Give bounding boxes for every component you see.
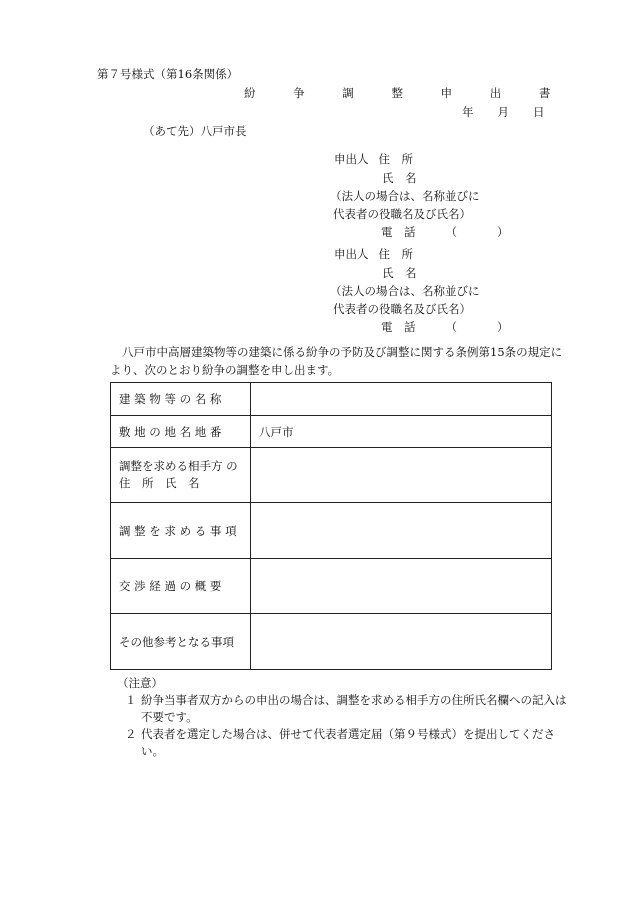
application-form-table	[110, 382, 552, 670]
row-label-negotiation: 交 渉 経 過 の 概 要	[111, 559, 251, 614]
table-row	[111, 503, 552, 559]
table-row	[111, 448, 552, 503]
note-text: 紛争当事者双方からの申出の場合は、調整を求める相手方の住所氏名欄への記入は不要です。	[141, 693, 567, 724]
document-title: 紛 争 調 整 申 出 書	[244, 86, 568, 100]
table-row	[111, 416, 552, 448]
note-text: 代表者を選定した場合は、併せて代表者選定届（第９号様式）を提出してください。	[141, 727, 555, 758]
row-value-counterparty[interactable]	[251, 448, 552, 503]
addressee: （あて先）八戸市長	[143, 124, 247, 138]
table-row	[111, 559, 552, 614]
notes-heading: （注意）	[117, 676, 163, 690]
corporate-note-2: 代表者の役職名及び氏名）	[333, 207, 471, 221]
row-value-site-address[interactable]: 八戸市	[251, 416, 552, 448]
applicant-address-line	[334, 247, 413, 261]
date-year-label: 年	[462, 105, 474, 119]
table-row	[111, 614, 552, 670]
phone-label: 電 話	[381, 225, 416, 239]
row-label-site-address: 敷 地 の 地 名 地 番	[111, 416, 251, 448]
date-line	[462, 105, 569, 119]
corporate-note-2: 代表者の役職名及び氏名）	[333, 302, 471, 316]
phone-line	[381, 320, 509, 334]
name-label: 氏 名	[382, 266, 417, 280]
applicant-label: 申出人	[334, 152, 369, 166]
date-month-label: 月	[497, 105, 509, 119]
phone-paren-close: ）	[497, 225, 509, 239]
row-value-negotiation[interactable]	[251, 559, 552, 614]
row-value-other[interactable]	[251, 614, 552, 670]
row-label-building-name: 建 築 物 等 の 名 称	[111, 383, 251, 416]
phone-label: 電 話	[381, 320, 416, 334]
applicant-address-line	[334, 152, 413, 166]
note-item	[117, 692, 577, 726]
table-row	[111, 383, 552, 416]
date-day-label: 日	[533, 105, 545, 119]
phone-paren-open: （	[445, 225, 457, 239]
note-number: ２	[125, 727, 137, 741]
note-number: １	[125, 693, 137, 707]
corporate-note-1: （法人の場合は、名称並びに	[330, 284, 480, 298]
notes-section	[117, 675, 577, 760]
address-label: 住 所	[378, 247, 413, 261]
row-label-other: その他参考となる事項	[111, 614, 251, 670]
name-label: 氏 名	[382, 171, 417, 185]
application-statement: 八戸市中高層建築物等の建築に係る紛争の予防及び調整に関する条例第15条の規定により、次のとおり紛争の調整を申し出ます。	[110, 345, 563, 377]
applicant-label: 申出人	[334, 247, 369, 261]
row-value-building-name[interactable]	[251, 383, 552, 416]
phone-paren-open: （	[445, 320, 457, 334]
row-label-matters: 調 整 を 求 め る 事 項	[111, 503, 251, 559]
corporate-note-1: （法人の場合は、名称並びに	[330, 189, 480, 203]
form-number: 第７号様式（第16条関係）	[97, 67, 239, 81]
row-label-counterparty: 調整を求める相手方 の 住 所 氏 名	[111, 448, 251, 503]
note-item	[117, 726, 577, 760]
phone-paren-close: ）	[497, 320, 509, 334]
address-label: 住 所	[378, 152, 413, 166]
phone-line	[381, 225, 509, 239]
row-value-matters[interactable]	[251, 503, 552, 559]
